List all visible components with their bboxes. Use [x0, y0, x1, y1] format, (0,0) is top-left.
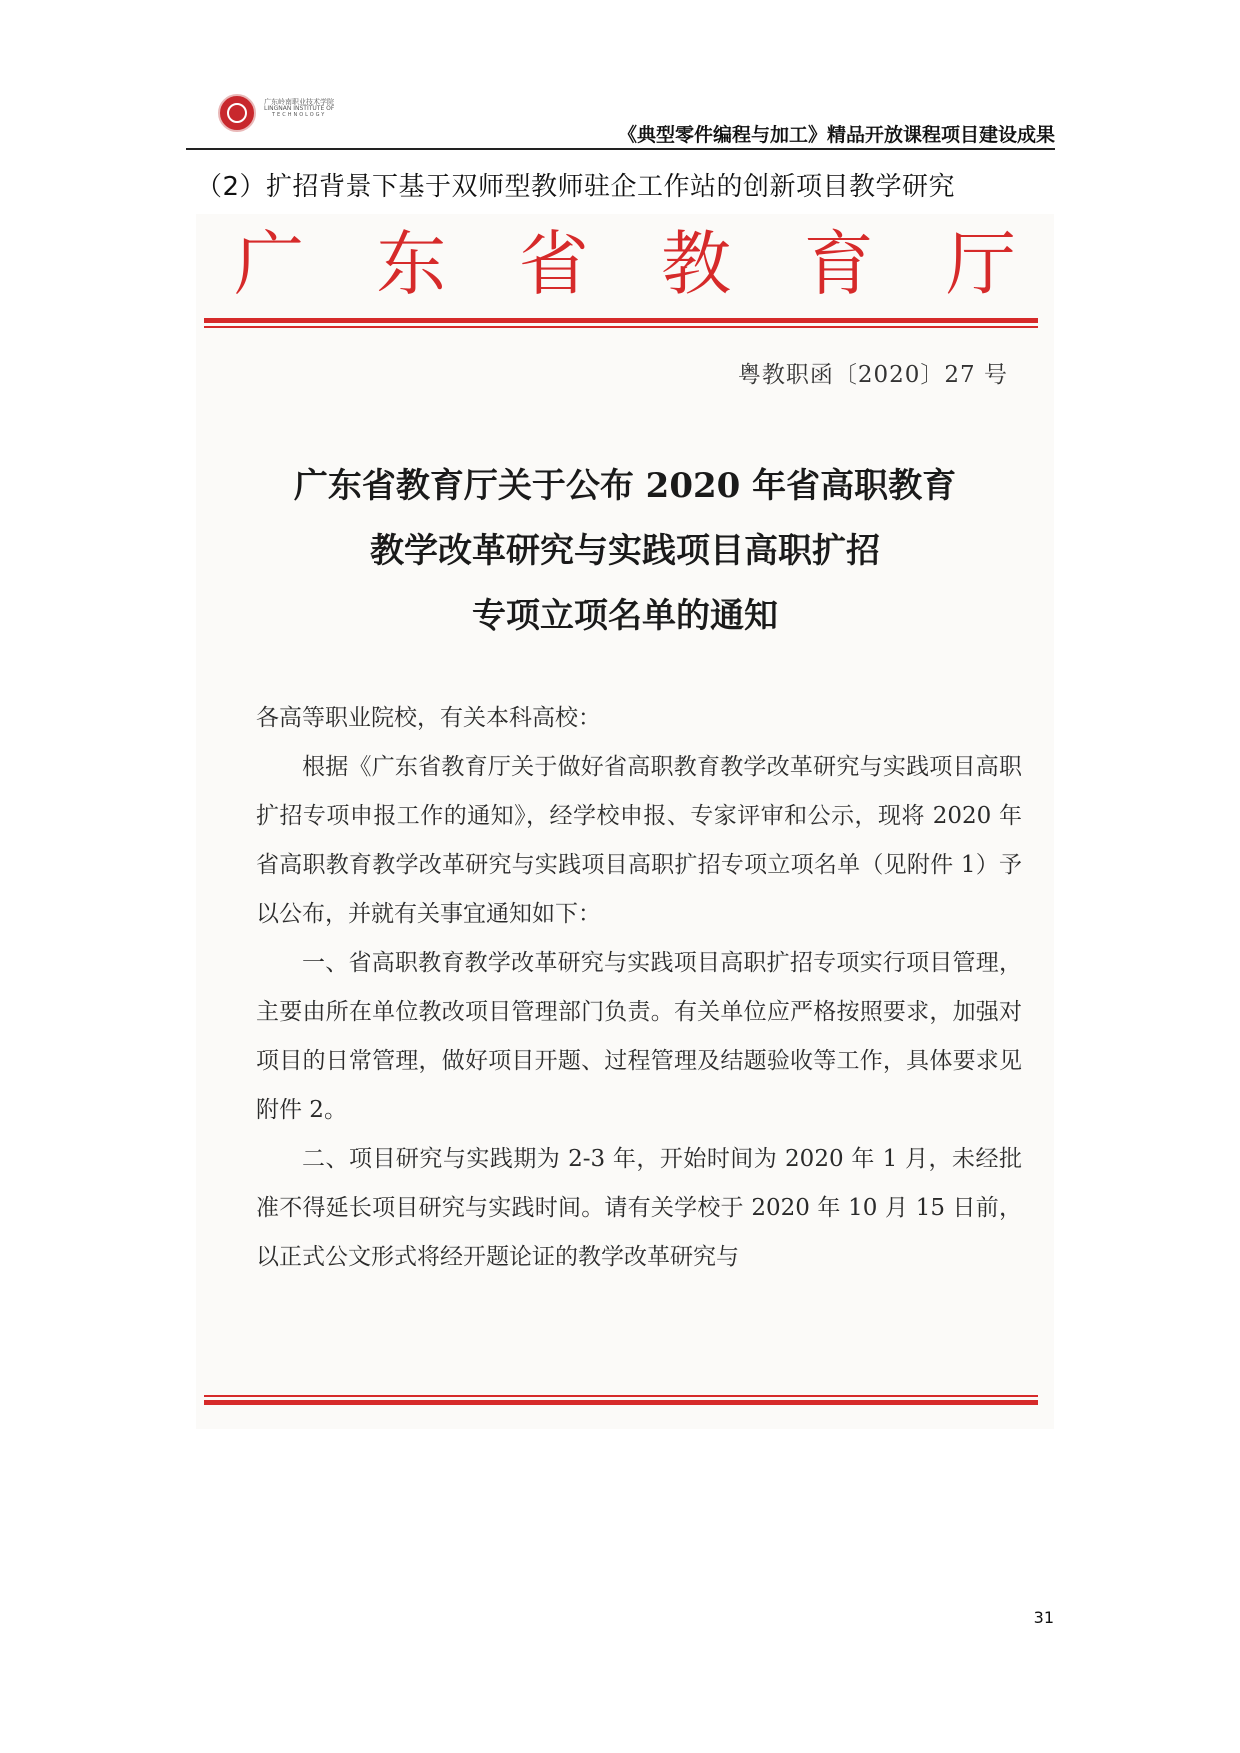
- letterhead-red-rule: [204, 318, 1038, 323]
- page-number: 31: [1033, 1608, 1054, 1627]
- notice-title-line: 广东省教育厅关于公布 2020 年省高职教育: [293, 466, 957, 506]
- letterhead-char: 省: [518, 223, 589, 305]
- running-header-title: 《典型零件编程与加工》精品开放课程项目建设成果: [617, 124, 1055, 146]
- section-title: （2）扩招背景下基于双师型教师驻企工作站的创新项目教学研究: [196, 172, 956, 202]
- header-divider: [186, 148, 1055, 150]
- letterhead-char: 教: [661, 223, 732, 305]
- letterhead-char: 广: [234, 223, 304, 305]
- footer-red-rule: [204, 1400, 1038, 1405]
- department-letterhead: [196, 214, 1054, 314]
- document-number: 粤教职函〔2020〕27 号: [737, 362, 1008, 388]
- scanned-notice-image: [196, 214, 1054, 1429]
- notice-title-line: 专项立项名单的通知: [472, 596, 778, 636]
- school-name-cn: 广东岭南职业技术学院: [264, 98, 334, 106]
- body-paragraph: 根据《广东省教育厅关于做好省高职教育教学改革研究与实践项目高职扩招专项申报工作的通知》，经学校申报、专家评审和公示，现将 2020 年省高职教育教学改革研究与实践项目高职扩招专项立项名单（见附件 1）予以公布，并就有关事宜通知如下：: [256, 754, 1022, 927]
- letterhead-red-rule-thin: [204, 326, 1038, 328]
- salutation: 各高等职业院校，有关本科高校：: [256, 705, 601, 731]
- school-logo: [218, 94, 348, 138]
- school-name-en-2: TECHNOLOGY: [272, 111, 327, 118]
- notice-body: [256, 694, 1022, 1282]
- notice-title-line: 教学改革研究与实践项目高职扩招: [370, 531, 880, 571]
- body-paragraph: 二、项目研究与实践期为 2-3 年，开始时间为 2020 年 1 月，未经批准不得延长项目研究与实践时间。请有关学校于 2020 年 10 月 15 日前，以正式公文形式将经开题论证的教学改革研究与: [256, 1146, 1022, 1270]
- notice-title: [196, 454, 1054, 649]
- letterhead-char: 育: [803, 223, 874, 305]
- school-name: [264, 98, 334, 119]
- letterhead-char: 东: [376, 223, 447, 305]
- school-name-en: LINGNAN INSTITUTE OF: [264, 105, 335, 113]
- letterhead-char: 厅: [945, 223, 1016, 305]
- footer-red-rule-thin: [204, 1395, 1038, 1397]
- school-seal-icon: [218, 94, 256, 132]
- body-paragraph: 一、省高职教育教学改革研究与实践项目高职扩招专项实行项目管理，主要由所在单位教改项目管理部门负责。有关单位应严格按照要求，加强对项目的日常管理，做好项目开题、过程管理及结题验收等工作，具体要求见附件 2。: [256, 950, 1022, 1123]
